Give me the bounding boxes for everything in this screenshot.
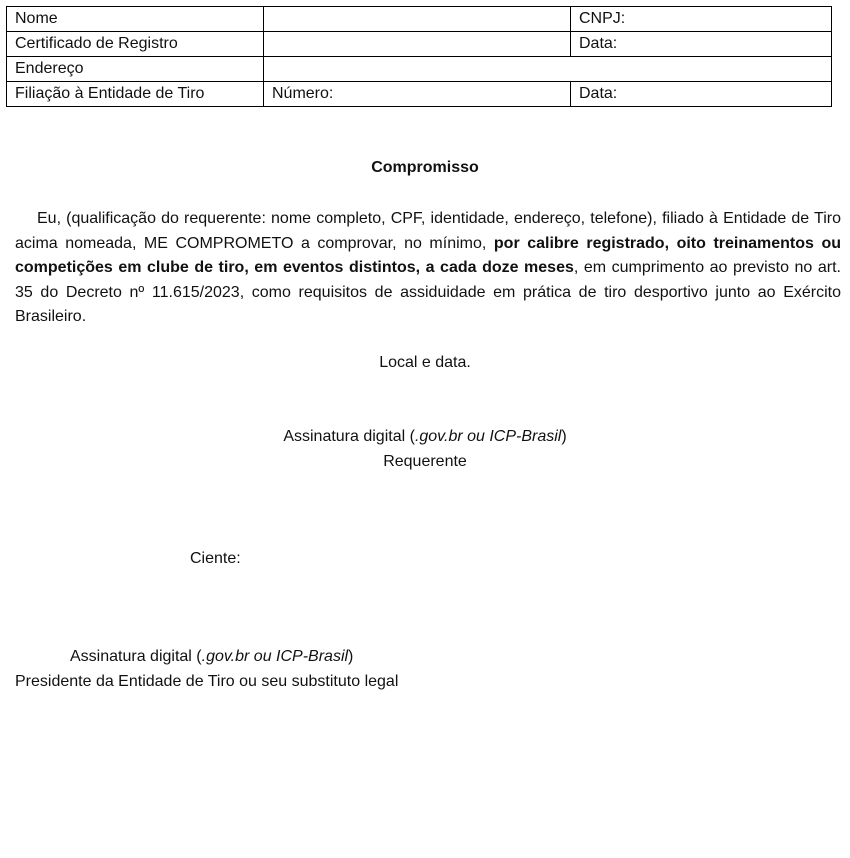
endereco-field[interactable]	[264, 57, 832, 82]
signature-suffix: )	[561, 428, 567, 445]
numero-field[interactable]: Número:	[264, 82, 571, 107]
signature-italic: .gov.br ou ICP-Brasil	[414, 428, 562, 445]
cnpj-field[interactable]: CNPJ:	[571, 7, 832, 32]
signature-line-requerente	[0, 428, 850, 446]
nome-field[interactable]	[264, 7, 571, 32]
table-row	[7, 82, 832, 107]
ciente-label: Ciente:	[190, 550, 241, 567]
signature-prefix: Assinatura digital (	[70, 648, 202, 665]
label-filiacao: Filiação à Entidade de Tiro	[7, 82, 264, 107]
table-row	[7, 32, 832, 57]
commitment-paragraph	[15, 207, 841, 330]
requerente-role: Requerente	[383, 453, 467, 470]
president-role: Presidente da Entidade de Tiro ou seu substituto legal	[15, 673, 399, 690]
certificado-date-field[interactable]: Data:	[571, 32, 832, 57]
registration-table	[6, 6, 832, 107]
certificado-field[interactable]	[264, 32, 571, 57]
table-row	[7, 7, 832, 32]
paragraph-text-1: Eu, (qualificação do requerente: nome completo, CPF, identidade, endereço, telefone), filiado à Entidade de Tiro acima nomeada, ME COMPROMETO a comprovar, no mínimo,	[15, 210, 841, 252]
label-endereco: Endereço	[7, 57, 264, 82]
label-nome: Nome	[7, 7, 264, 32]
table-row	[7, 57, 832, 82]
filiacao-date-field[interactable]: Data:	[571, 82, 832, 107]
document-title: Compromisso	[371, 159, 479, 176]
paragraph-text-2: , em cumprimento ao previsto no art. 35 do Decreto nº 11.615/2023, como requisitos de assiduidade em prática de tiro desportivo junto ao Exército Brasileiro.	[15, 259, 841, 325]
paragraph-bold-text: por calibre registrado, oito treinamentos ou competições em clube de tiro, em eventos distintos, a cada doze meses	[15, 234, 842, 276]
place-date: Local e data.	[379, 354, 471, 371]
signature-italic: .gov.br ou ICP-Brasil	[201, 648, 349, 665]
label-certificado: Certificado de Registro	[7, 32, 264, 57]
signature-suffix: )	[348, 648, 354, 665]
signature-line-president	[70, 648, 353, 666]
signature-prefix: Assinatura digital (	[283, 428, 415, 445]
